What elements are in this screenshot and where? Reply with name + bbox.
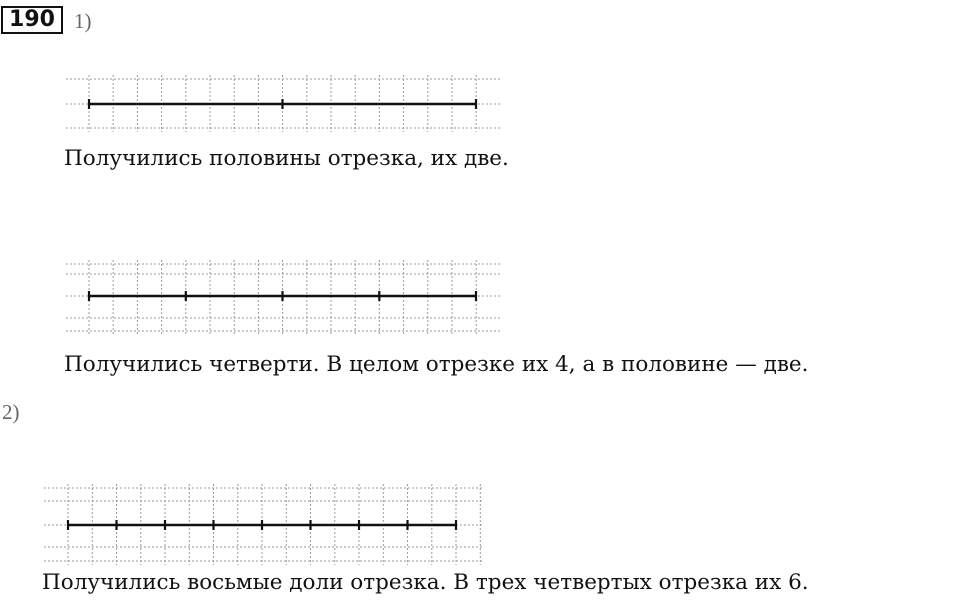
task-number-box: 190	[1, 6, 63, 34]
part-2-label: 2)	[2, 400, 20, 424]
caption-halves: Получились половины отрезка, их две.	[64, 146, 509, 171]
part-1-label: 1)	[74, 9, 92, 33]
caption-quarters: Получились четверти. В целом отрезке их 4, а в половине — две.	[64, 352, 809, 377]
caption-eighths: Получились восьмые доли отрезка. В трех четвертых отрезка их 6.	[42, 570, 809, 595]
